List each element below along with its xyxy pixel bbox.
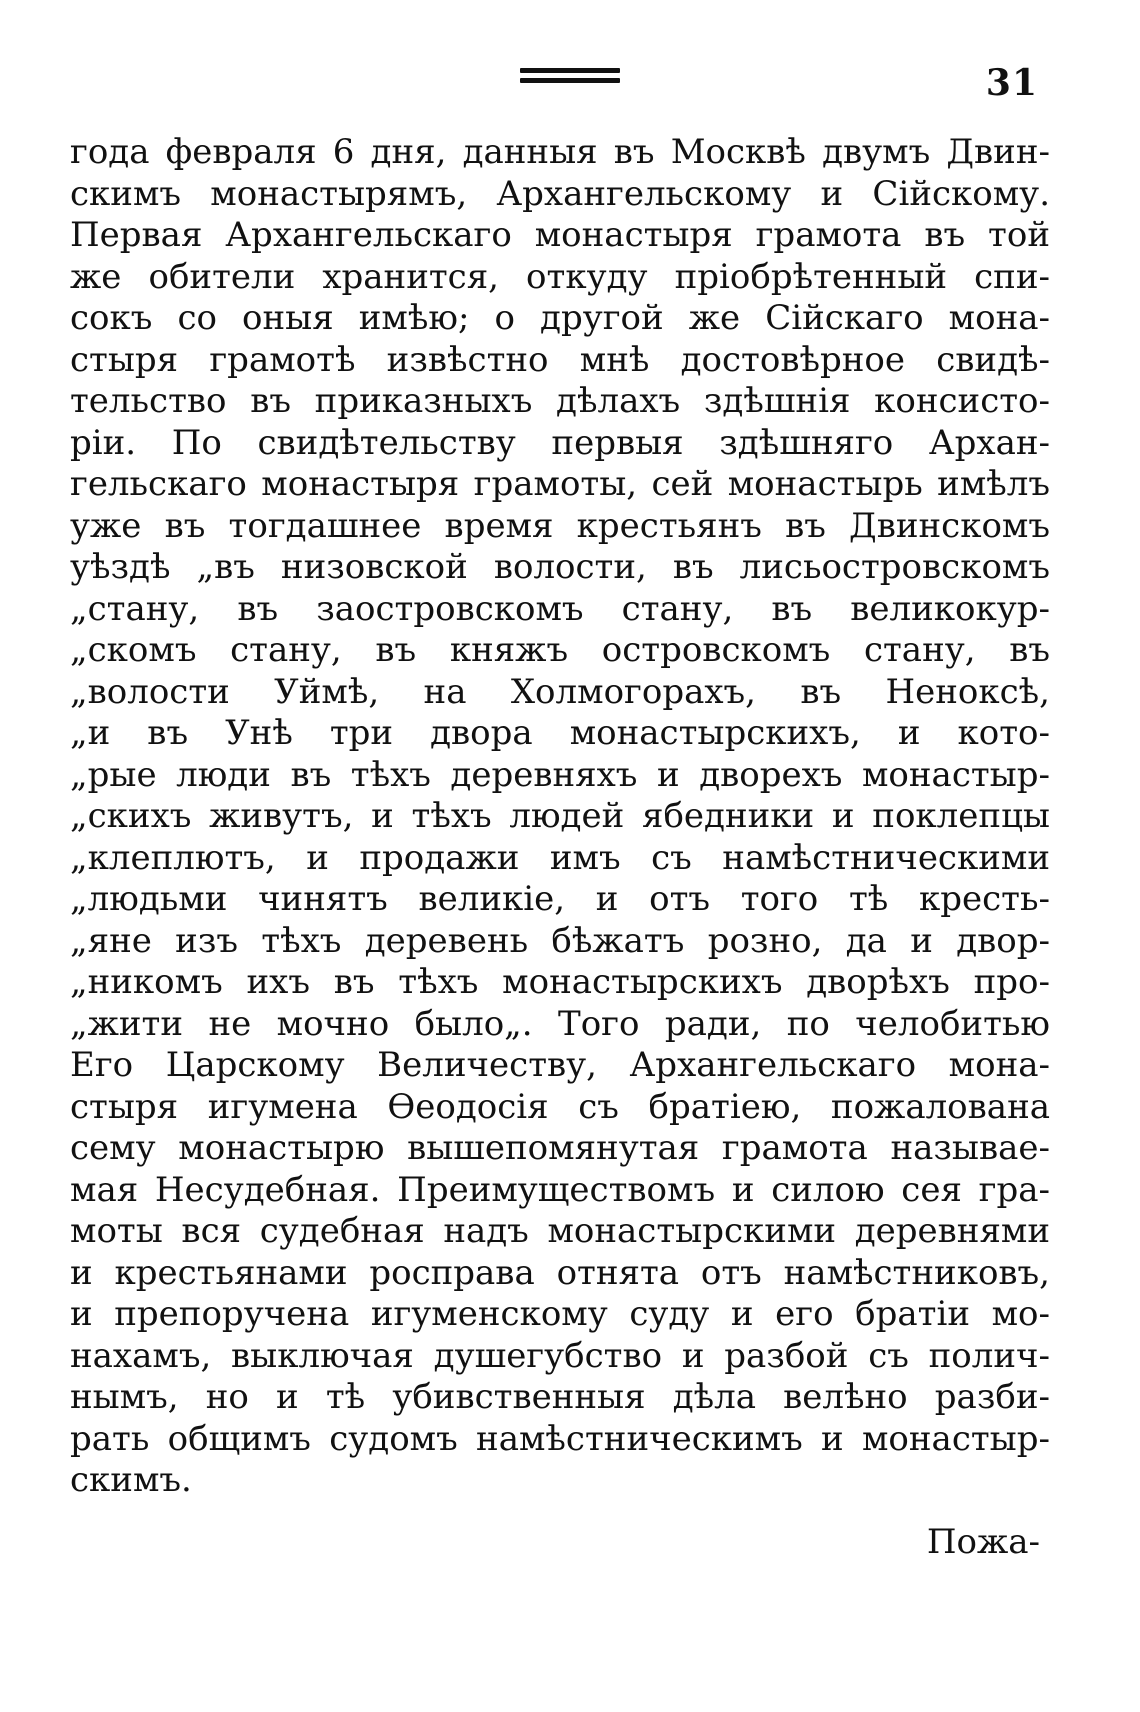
text-line: Первая Архангельскаго монастыря грамота въ той [70, 215, 1050, 255]
text-line: тельство въ приказныхъ дѣлахъ здѣшнія консисто- [70, 381, 1050, 421]
text-line: мая Несудебная. Преимуществомъ и силою сея гра- [70, 1169, 1050, 1210]
text-line: рать общимъ судомъ намѣстническимъ и монастыр- [70, 1418, 1050, 1459]
header-double-rule [520, 68, 620, 88]
text-line: „яне изъ тѣхъ деревень бѣжатъ розно, да и двор- [70, 920, 1050, 961]
text-line: нымъ, но и тѣ убивственныя дѣла велѣно разби- [70, 1377, 1050, 1417]
text-line: „стану, въ заостровскомъ стану, въ великокур- [70, 588, 1050, 629]
text-line: сокъ со оныя имѣю; о другой же Сійскаго мона- [70, 298, 1050, 338]
text-line: „скихъ живутъ, и тѣхъ людей ябедники и поклепцы [70, 796, 1050, 836]
text-line: стыря грамотѣ извѣстно мнѣ достовѣрное свидѣ- [70, 339, 1050, 380]
text-line: скимъ. [70, 1460, 192, 1500]
page-number: 31 [985, 62, 1038, 104]
text-line: нахамъ, выключая душегубство и разбой съ полич- [70, 1335, 1050, 1376]
catchword: Пожа- [926, 1522, 1040, 1562]
text-line: „клеплютъ, и продажи имъ съ намѣстническими [70, 837, 1050, 878]
text-line: „жити не мочно было„. Того ради, по челобитью [70, 1003, 1050, 1044]
body-text [70, 132, 1050, 1502]
header-rule-bottom [520, 78, 620, 83]
text-line: „волости Уймѣ, на Холмогорахъ, въ Неноксѣ, [70, 671, 1050, 712]
text-line: „и въ Унѣ три двора монастырскихъ, и кото- [70, 713, 1050, 753]
text-line: скимъ монастырямъ, Архангельскому и Сійскому. [70, 173, 1050, 214]
text-line: „скомъ стану, въ княжъ островскомъ стану, въ [70, 630, 1050, 670]
text-line: и крестьянами росправа отнята отъ намѣстниковъ, [70, 1252, 1050, 1293]
text-line: моты вся судебная надъ монастырскими деревнями [70, 1211, 1050, 1251]
text-line: стыря игумена Ѳеодосія съ братіею, пожалована [70, 1086, 1050, 1127]
text-line: года февраля 6 дня, данныя въ Москвѣ двумъ Двин- [70, 132, 1050, 172]
text-line: сему монастырю вышепомянутая грамота называе- [70, 1128, 1050, 1168]
text-line: „никомъ ихъ въ тѣхъ монастырскихъ дворѣхъ про- [70, 962, 1050, 1002]
text-line: же обители хранится, откуду пріобрѣтенный спи- [70, 256, 1050, 297]
text-line: гельскаго монастыря грамоты, сей монастырь имѣлъ [70, 464, 1050, 504]
text-line: „людьми чинятъ великіе, и отъ того тѣ кресть- [70, 879, 1050, 919]
header-rule-top [520, 68, 620, 73]
text-line: уѣздѣ „въ низовской волости, въ лисьостровскомъ [70, 547, 1050, 587]
text-line: ріи. По свидѣтельству первыя здѣшняго Архан- [70, 422, 1050, 463]
text-line: и препоручена игуменскому суду и его братіи мо- [70, 1294, 1050, 1334]
text-line: уже въ тогдашнее время крестьянъ въ Двинскомъ [70, 505, 1050, 546]
text-line: „рые люди въ тѣхъ деревняхъ и дворехъ монастыр- [70, 754, 1050, 795]
text-line: Его Царскому Величеству, Архангельскаго мона- [70, 1045, 1050, 1085]
